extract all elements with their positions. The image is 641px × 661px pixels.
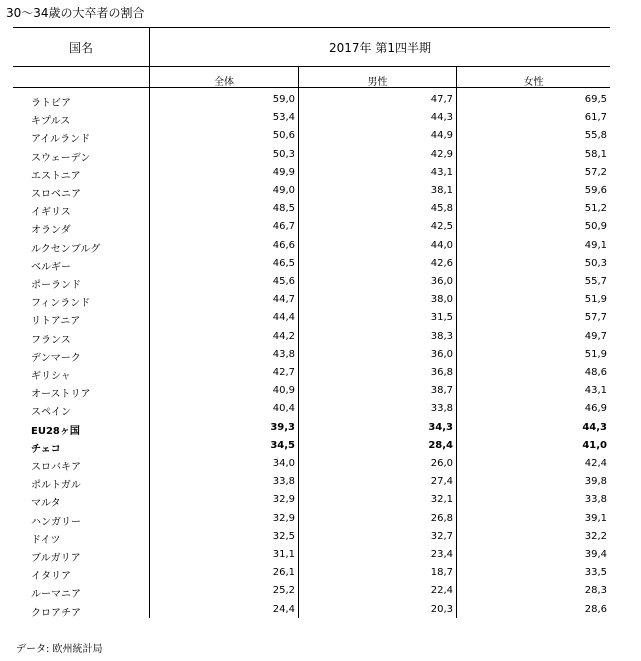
male-cell: 38,7 (430, 385, 453, 397)
total-cell: 50,3 (272, 148, 295, 160)
table-row (13, 127, 610, 145)
total-cell: 32,9 (272, 494, 295, 506)
data-table (13, 27, 610, 618)
female-cell: 48,6 (584, 367, 607, 378)
country-cell: スロバキア (31, 462, 81, 473)
male-cell: 38,1 (430, 185, 453, 196)
female-cell: 51,9 (584, 348, 607, 360)
table-row (13, 237, 610, 255)
female-cell: 49,1 (584, 239, 607, 251)
total-cell: 59,0 (272, 94, 295, 105)
total-cell: 46,6 (272, 239, 295, 251)
total-cell: 40,9 (272, 385, 295, 397)
country-cell: フィンランド (31, 298, 91, 310)
male-cell: 43,1 (430, 166, 453, 178)
table-row (13, 400, 610, 418)
country-cell: ベルギー (31, 261, 71, 273)
female-cell: 43,1 (584, 385, 607, 397)
country-cell: オーストリア (31, 389, 91, 401)
country-cell: アイルランド (31, 134, 91, 146)
country-cell: スウェーデン (31, 152, 91, 164)
total-cell: 26,1 (272, 567, 295, 579)
male-cell: 23,4 (430, 549, 453, 560)
table-row (13, 382, 610, 400)
table-row (13, 273, 610, 291)
table-row (13, 473, 610, 491)
female-cell: 33,5 (584, 567, 607, 579)
male-cell: 38,0 (430, 294, 453, 306)
total-cell: 49,9 (272, 166, 295, 178)
male-cell: 44,9 (430, 130, 453, 142)
table-top-border (13, 27, 610, 28)
country-cell: キプルス (31, 116, 71, 128)
male-column-header: 男性 (367, 77, 388, 88)
country-cell: ギリシャ (31, 371, 71, 382)
male-cell: 44,0 (430, 239, 453, 251)
country-cell: ルクセンブルグ (31, 243, 101, 255)
source-note: データ: 欧州統計局 (16, 644, 103, 655)
total-cell: 43,8 (272, 348, 295, 360)
male-cell: 27,4 (430, 476, 453, 488)
female-cell: 69,5 (584, 94, 607, 105)
male-cell: 36,0 (430, 276, 453, 287)
male-cell: 42,5 (430, 221, 453, 233)
male-cell: 18,7 (430, 567, 453, 579)
country-header: 国名 (68, 41, 93, 55)
female-cell: 55,7 (584, 276, 607, 287)
table-row (13, 491, 610, 509)
country-cell: クロアチア (31, 607, 81, 619)
total-cell: 44,2 (272, 330, 295, 342)
table-row (13, 510, 610, 528)
total-cell: 39,3 (270, 421, 295, 433)
country-cell: イタリア (31, 571, 71, 583)
table-row (13, 218, 610, 236)
table-row (13, 419, 610, 437)
female-cell: 49,7 (584, 330, 607, 342)
female-cell: 39,8 (584, 476, 607, 488)
table-row (13, 164, 610, 182)
total-column-header: 全体 (214, 77, 234, 88)
total-cell: 48,5 (272, 203, 295, 215)
male-cell: 26,8 (430, 512, 453, 524)
female-cell: 41,0 (582, 439, 607, 451)
country-cell: チェコ (31, 443, 61, 455)
male-cell: 26,0 (430, 458, 453, 469)
female-cell: 50,3 (584, 257, 607, 269)
female-cell: 61,7 (584, 112, 607, 124)
female-cell: 46,9 (584, 403, 607, 415)
total-cell: 44,7 (272, 294, 295, 306)
country-cell: エストニア (31, 170, 81, 182)
country-cell: ルーマニア (31, 589, 81, 601)
total-cell: 46,5 (272, 257, 295, 269)
table-row (13, 200, 610, 218)
male-cell: 34,3 (428, 421, 453, 433)
table-row (13, 91, 610, 109)
table-row (13, 146, 610, 164)
male-cell: 45,8 (430, 203, 453, 215)
female-cell: 42,4 (584, 458, 607, 469)
female-cell: 39,4 (584, 549, 607, 560)
table-row (13, 455, 610, 473)
female-cell: 33,8 (584, 494, 607, 506)
male-cell: 42,9 (430, 148, 453, 160)
country-cell: リトアニア (31, 316, 81, 328)
country-cell: ポーランド (31, 280, 81, 291)
male-cell: 28,4 (428, 439, 453, 451)
table-row (13, 109, 610, 127)
female-cell: 51,9 (584, 294, 607, 306)
country-cell: オランダ (31, 225, 71, 237)
male-cell: 36,0 (430, 348, 453, 360)
female-cell: 50,9 (584, 221, 607, 233)
male-cell: 32,7 (430, 530, 453, 542)
country-cell: ドイツ (31, 534, 61, 546)
female-cell: 44,3 (582, 421, 607, 433)
male-cell: 31,5 (430, 312, 453, 324)
total-cell: 24,4 (272, 603, 295, 615)
country-cell: フランス (31, 334, 71, 346)
female-cell: 57,7 (584, 312, 607, 324)
total-cell: 32,9 (272, 512, 295, 524)
female-cell: 51,2 (584, 203, 607, 215)
table-row (13, 255, 610, 273)
country-cell: スロベニア (31, 189, 81, 200)
total-cell: 33,8 (272, 476, 295, 488)
table-row (13, 601, 610, 619)
table-row (13, 437, 610, 455)
table-row (13, 328, 610, 346)
country-cell: マルタ (31, 498, 61, 510)
country-cell: EU28ヶ国 (31, 425, 80, 437)
table-row (13, 564, 610, 582)
table-row (13, 309, 610, 327)
female-cell: 39,1 (584, 512, 607, 524)
total-cell: 42,7 (272, 367, 295, 378)
total-cell: 50,6 (272, 130, 295, 142)
total-cell: 45,6 (272, 276, 295, 287)
total-cell: 53,4 (272, 112, 295, 124)
country-cell: スペイン (31, 407, 71, 419)
female-cell: 59,6 (584, 185, 607, 196)
table-row (13, 182, 610, 200)
page-title: 30～34歳の大卒者の割合 (6, 6, 145, 20)
table-row (13, 528, 610, 546)
table-row (13, 582, 610, 600)
total-cell: 31,1 (272, 549, 295, 560)
country-cell: イギリス (31, 207, 71, 219)
male-cell: 20,3 (430, 603, 453, 615)
female-cell: 28,3 (584, 585, 607, 597)
female-column-header: 女性 (523, 77, 544, 88)
header-divider (13, 66, 610, 67)
country-cell: ブルガリア (31, 553, 81, 564)
table-row (13, 364, 610, 382)
female-cell: 58,1 (584, 148, 607, 160)
period-header: 2017年 第1四半期 (329, 41, 431, 55)
country-cell: ラトビア (31, 98, 71, 109)
female-cell: 57,2 (584, 166, 607, 178)
male-cell: 32,1 (430, 494, 453, 506)
total-cell: 44,4 (272, 312, 295, 324)
table-row (13, 291, 610, 309)
country-cell: ポルトガル (31, 480, 81, 492)
total-cell: 25,2 (272, 585, 295, 597)
table-row (13, 546, 610, 564)
male-cell: 47,7 (430, 94, 453, 105)
total-cell: 34,0 (272, 458, 295, 469)
male-cell: 44,3 (430, 112, 453, 124)
male-cell: 42,6 (430, 257, 453, 269)
total-cell: 46,7 (272, 221, 295, 233)
female-cell: 55,8 (584, 130, 607, 142)
country-cell: ハンガリー (31, 516, 81, 528)
male-cell: 22,4 (430, 585, 453, 597)
total-cell: 40,4 (272, 403, 295, 415)
table-row (13, 346, 610, 364)
total-cell: 34,5 (270, 439, 295, 451)
total-cell: 49,0 (272, 185, 295, 196)
female-cell: 28,6 (584, 603, 607, 615)
male-cell: 33,8 (430, 403, 453, 415)
male-cell: 36,8 (430, 367, 453, 378)
country-cell: デンマーク (31, 352, 81, 364)
male-cell: 38,3 (430, 330, 453, 342)
total-cell: 32,5 (272, 530, 295, 542)
female-cell: 32,2 (584, 530, 607, 542)
